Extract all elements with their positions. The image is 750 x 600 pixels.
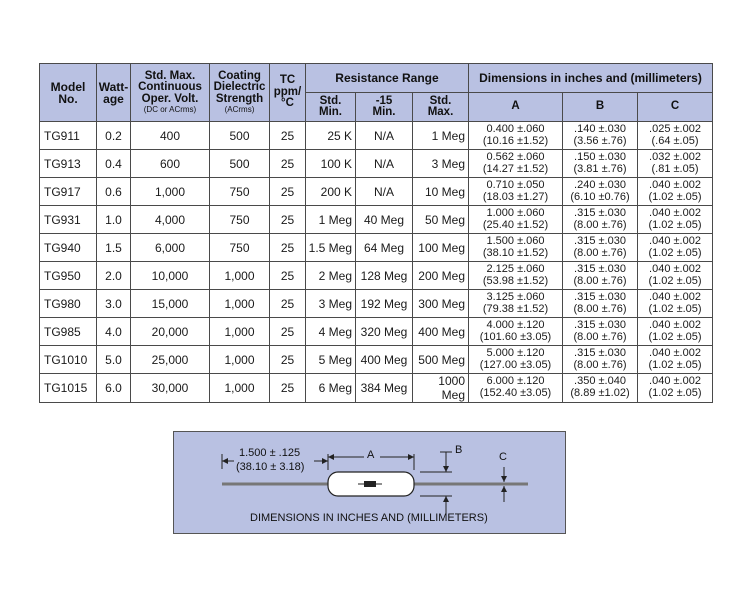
- dim-inches: 0.400 ±.060: [486, 122, 545, 135]
- cell-coating: 1,000: [210, 346, 270, 374]
- cell-std-min: 6 Meg: [306, 374, 356, 403]
- cell-voltage: 25,000: [131, 346, 210, 374]
- dim-millimeters: (8.00 ±.76): [573, 246, 627, 259]
- dim-millimeters: (1.02 ±.05): [648, 387, 702, 399]
- cell-dim-b: [563, 234, 638, 262]
- cell-model: TG911: [40, 122, 97, 150]
- dim-inches: .315 ±.030: [574, 346, 626, 359]
- dim-inches: 2.125 ±.060: [486, 262, 545, 275]
- cell-voltage: 20,000: [131, 318, 210, 346]
- cell-dim-c: [638, 178, 713, 206]
- cell-std-max: 50 Meg: [413, 206, 469, 234]
- dim-inches: .040 ±.002: [649, 206, 701, 219]
- dim-inches: .315 ±.030: [574, 206, 626, 219]
- header-voltage-note: (DC or ACrms): [143, 105, 197, 115]
- cell-model: TG985: [40, 318, 97, 346]
- dim-millimeters: (10.16 ±1.52): [482, 134, 549, 147]
- dim-inches: .315 ±.030: [574, 318, 626, 331]
- cell-dim-a: [469, 122, 563, 150]
- cell-std-max: 300 Meg: [413, 290, 469, 318]
- dim-inches: .150 ±.030: [574, 150, 626, 163]
- header-wattage: Watt- age: [97, 64, 131, 122]
- dim-inches: 0.562 ±.060: [486, 150, 545, 163]
- cell-wattage: 4.0: [97, 318, 131, 346]
- dim-millimeters: (1.02 ±.05): [648, 330, 702, 343]
- cell-15-min: N/A: [356, 150, 413, 178]
- dim-millimeters: (1.02 ±.05): [648, 302, 702, 315]
- cell-dim-a: [469, 150, 563, 178]
- cell-dim-c: [638, 234, 713, 262]
- cell-dim-a: [469, 374, 563, 403]
- cell-dim-c: [638, 122, 713, 150]
- table-row: [40, 262, 713, 290]
- cell-dim-b: [563, 122, 638, 150]
- cell-wattage: 5.0: [97, 346, 131, 374]
- a-dim-arrow-right: [408, 454, 414, 460]
- cell-std-min: 1 Meg: [306, 206, 356, 234]
- cell-coating: 750: [210, 206, 270, 234]
- cell-15-min: 192 Meg: [356, 290, 413, 318]
- cell-dim-b: [563, 262, 638, 290]
- header-15-min: -15 Min.: [356, 93, 413, 122]
- lead-dim-arrow: [222, 458, 228, 464]
- cell-dim-a: [469, 346, 563, 374]
- header-dimensions: Dimensions in inches and (millimeters): [469, 64, 713, 93]
- dim-millimeters: (8.00 ±.76): [573, 330, 627, 343]
- dim-inches: .350 ±.040: [574, 375, 626, 388]
- dim-inches: .040 ±.002: [649, 178, 701, 191]
- header-dim-b: B: [563, 93, 638, 122]
- table-row: [40, 290, 713, 318]
- header-coating: Coating Dielectric Strength (ACrms): [210, 64, 270, 122]
- cell-model: TG1015: [40, 374, 97, 403]
- cell-std-min: 100 K: [306, 150, 356, 178]
- dim-inches: .315 ±.030: [574, 234, 626, 247]
- table-row: [40, 206, 713, 234]
- header-dim-a: A: [469, 93, 563, 122]
- cell-15-min: 320 Meg: [356, 318, 413, 346]
- dim-inches: .032 ±.002: [649, 150, 701, 163]
- cell-voltage: 4,000: [131, 206, 210, 234]
- cell-dim-a: [469, 262, 563, 290]
- cell-dim-a: [469, 234, 563, 262]
- cell-dim-b: [563, 206, 638, 234]
- cell-coating: 1,000: [210, 374, 270, 403]
- cell-tc: 25: [270, 234, 306, 262]
- cell-std-max: 1000 Meg: [413, 374, 469, 403]
- cell-tc: 25: [270, 290, 306, 318]
- cell-coating: 500: [210, 122, 270, 150]
- cell-dim-a: [469, 178, 563, 206]
- cell-std-min: 1.5 Meg: [306, 234, 356, 262]
- dim-millimeters: (6.10 ±0.76): [570, 190, 630, 203]
- dim-inches: 1.500 ±.060: [486, 234, 545, 247]
- cell-model: TG917: [40, 178, 97, 206]
- cell-dim-c: [638, 346, 713, 374]
- cell-std-max: 10 Meg: [413, 178, 469, 206]
- cell-std-max: 100 Meg: [413, 234, 469, 262]
- dim-inches: .240 ±.030: [574, 178, 626, 191]
- diagram-caption: DIMENSIONS IN INCHES AND (MILLIMETERS): [250, 512, 488, 524]
- cell-dim-c: [638, 318, 713, 346]
- cell-voltage: 400: [131, 122, 210, 150]
- cell-dim-b: [563, 346, 638, 374]
- cell-dim-c: [638, 290, 713, 318]
- dim-inches: 1.000 ±.060: [486, 206, 545, 219]
- dim-inches: .315 ±.030: [574, 262, 626, 275]
- cell-model: TG931: [40, 206, 97, 234]
- cell-wattage: 0.4: [97, 150, 131, 178]
- table-row: [40, 178, 713, 206]
- header-model: Model No.: [40, 64, 97, 122]
- cell-15-min: 384 Meg: [356, 374, 413, 403]
- cell-model: TG913: [40, 150, 97, 178]
- cell-dim-a: [469, 290, 563, 318]
- table-row: [40, 122, 713, 150]
- dim-millimeters: (.81 ±.05): [651, 162, 699, 175]
- cell-tc: 25: [270, 122, 306, 150]
- c-dim-arrow-bottom: [501, 486, 507, 492]
- dim-millimeters: (152.40 ±3.05): [479, 387, 552, 399]
- cell-std-min: 4 Meg: [306, 318, 356, 346]
- dim-a-label: A: [367, 449, 375, 461]
- cell-coating: 1,000: [210, 318, 270, 346]
- spec-table-body: [40, 122, 713, 403]
- lead-length-mm-label: (38.10 ± 3.18): [236, 461, 305, 473]
- cell-voltage: 10,000: [131, 262, 210, 290]
- lead-dim-arrow-right: [322, 458, 328, 464]
- table-row: [40, 374, 713, 403]
- cell-std-min: 2 Meg: [306, 262, 356, 290]
- cell-voltage: 30,000: [131, 374, 210, 403]
- header-voltage: Std. Max. Continuous Oper. Volt. (DC or ACrms): [131, 64, 210, 122]
- dim-millimeters: (18.03 ±1.27): [482, 190, 549, 203]
- dim-inches: .040 ±.002: [649, 346, 701, 359]
- cell-voltage: 600: [131, 150, 210, 178]
- cell-tc: 25: [270, 318, 306, 346]
- cell-std-min: 5 Meg: [306, 346, 356, 374]
- cell-std-max: 1 Meg: [413, 122, 469, 150]
- dim-b-label: B: [455, 444, 463, 456]
- cell-std-max: 400 Meg: [413, 318, 469, 346]
- dim-millimeters: (3.81 ±.76): [573, 162, 627, 175]
- cell-dim-a: [469, 206, 563, 234]
- cell-dim-b: [563, 178, 638, 206]
- cell-wattage: 0.6: [97, 178, 131, 206]
- dim-millimeters: (8.00 ±.76): [573, 274, 627, 287]
- dim-millimeters: (14.27 ±1.52): [482, 162, 549, 175]
- cell-std-min: 3 Meg: [306, 290, 356, 318]
- cell-tc: 25: [270, 374, 306, 403]
- cell-tc: 25: [270, 178, 306, 206]
- dim-millimeters: (25.40 ±1.52): [482, 218, 549, 231]
- c-dim-arrow-top: [501, 476, 507, 482]
- cell-wattage: 0.2: [97, 122, 131, 150]
- dim-millimeters: (53.98 ±1.52): [482, 274, 549, 287]
- dim-millimeters: (127.00 ±3.05): [479, 358, 552, 371]
- dim-inches: .040 ±.002: [649, 262, 701, 275]
- dim-c-label: C: [499, 451, 507, 463]
- resistor-dimension-diagram: [173, 431, 566, 534]
- dim-inches: 3.125 ±.060: [486, 290, 545, 303]
- header-std-min: Std. Min.: [306, 93, 356, 122]
- cell-std-min: 200 K: [306, 178, 356, 206]
- cell-std-min: 25 K: [306, 122, 356, 150]
- header-dim-c: C: [638, 93, 713, 122]
- cell-dim-b: [563, 290, 638, 318]
- dim-millimeters: (1.02 ±.05): [648, 218, 702, 231]
- dim-millimeters: (1.02 ±.05): [648, 358, 702, 371]
- header-std-max: Std. Max.: [413, 93, 469, 122]
- b-dim-arrow-top: [443, 466, 449, 472]
- dim-millimeters: (101.60 ±3.05): [479, 330, 552, 343]
- cell-wattage: 3.0: [97, 290, 131, 318]
- cell-dim-b: [563, 374, 638, 403]
- dim-millimeters: (8.00 ±.76): [573, 358, 627, 371]
- cell-coating: 1,000: [210, 262, 270, 290]
- header-coating-note: (ACrms): [224, 105, 255, 115]
- cell-dim-a: [469, 318, 563, 346]
- table-row: [40, 318, 713, 346]
- resistor-spec-table: [39, 63, 713, 403]
- cell-tc: 25: [270, 150, 306, 178]
- table-row: [40, 150, 713, 178]
- dim-millimeters: (1.02 ±.05): [648, 246, 702, 259]
- cell-tc: 25: [270, 262, 306, 290]
- cell-model: TG980: [40, 290, 97, 318]
- cell-coating: 750: [210, 234, 270, 262]
- cell-dim-c: [638, 206, 713, 234]
- cell-15-min: 128 Meg: [356, 262, 413, 290]
- cell-15-min: 64 Meg: [356, 234, 413, 262]
- cell-coating: 750: [210, 178, 270, 206]
- dim-inches: .040 ±.002: [649, 375, 701, 388]
- cell-wattage: 6.0: [97, 374, 131, 403]
- cell-dim-b: [563, 318, 638, 346]
- cell-tc: 25: [270, 206, 306, 234]
- header-tc: TC ppm/ °C: [270, 64, 306, 122]
- cell-dim-c: [638, 150, 713, 178]
- dim-millimeters: (8.00 ±.76): [573, 218, 627, 231]
- table-row: [40, 234, 713, 262]
- cell-voltage: 15,000: [131, 290, 210, 318]
- cell-dim-c: [638, 262, 713, 290]
- dim-millimeters: (.64 ±.05): [651, 134, 699, 147]
- cell-std-max: 200 Meg: [413, 262, 469, 290]
- cell-voltage: 1,000: [131, 178, 210, 206]
- cell-model: TG940: [40, 234, 97, 262]
- a-dim-arrow-left: [328, 454, 334, 460]
- header-resistance-range: Resistance Range: [306, 64, 469, 93]
- cell-15-min: N/A: [356, 178, 413, 206]
- dim-inches: .315 ±.030: [574, 290, 626, 303]
- cell-std-max: 500 Meg: [413, 346, 469, 374]
- dim-millimeters: (8.89 ±1.02): [570, 387, 630, 399]
- cell-voltage: 6,000: [131, 234, 210, 262]
- dim-inches: 6.000 ±.120: [486, 375, 545, 388]
- cell-wattage: 1.0: [97, 206, 131, 234]
- dim-inches: 5.000 ±.120: [486, 346, 545, 359]
- cell-15-min: 400 Meg: [356, 346, 413, 374]
- dim-inches: .040 ±.002: [649, 318, 701, 331]
- dim-inches: .140 ±.030: [574, 122, 626, 135]
- dim-inches: .040 ±.002: [649, 234, 701, 247]
- dim-millimeters: (1.02 ±.05): [648, 190, 702, 203]
- cell-model: TG950: [40, 262, 97, 290]
- cell-tc: 25: [270, 346, 306, 374]
- cell-15-min: 40 Meg: [356, 206, 413, 234]
- cell-coating: 500: [210, 150, 270, 178]
- lead-length-label: 1.500 ± .125: [239, 447, 301, 459]
- dim-millimeters: (8.00 ±.76): [573, 302, 627, 315]
- table-row: [40, 346, 713, 374]
- dim-inches: .040 ±.002: [649, 290, 701, 303]
- dim-millimeters: (79.38 ±1.52): [482, 302, 549, 315]
- cell-15-min: N/A: [356, 122, 413, 150]
- dim-inches: 4.000 ±.120: [486, 318, 545, 331]
- dim-inches: 0.710 ±.050: [486, 178, 545, 191]
- dim-millimeters: (38.10 ±1.52): [482, 246, 549, 259]
- cell-std-max: 3 Meg: [413, 150, 469, 178]
- cell-wattage: 2.0: [97, 262, 131, 290]
- cell-wattage: 1.5: [97, 234, 131, 262]
- b-dim-arrow-bottom: [443, 496, 449, 502]
- dim-millimeters: (1.02 ±.05): [648, 274, 702, 287]
- dim-millimeters: (3.56 ±.76): [573, 134, 627, 147]
- cell-model: TG1010: [40, 346, 97, 374]
- cell-coating: 1,000: [210, 290, 270, 318]
- cell-dim-c: [638, 374, 713, 403]
- cell-dim-b: [563, 150, 638, 178]
- dim-inches: .025 ±.002: [649, 122, 701, 135]
